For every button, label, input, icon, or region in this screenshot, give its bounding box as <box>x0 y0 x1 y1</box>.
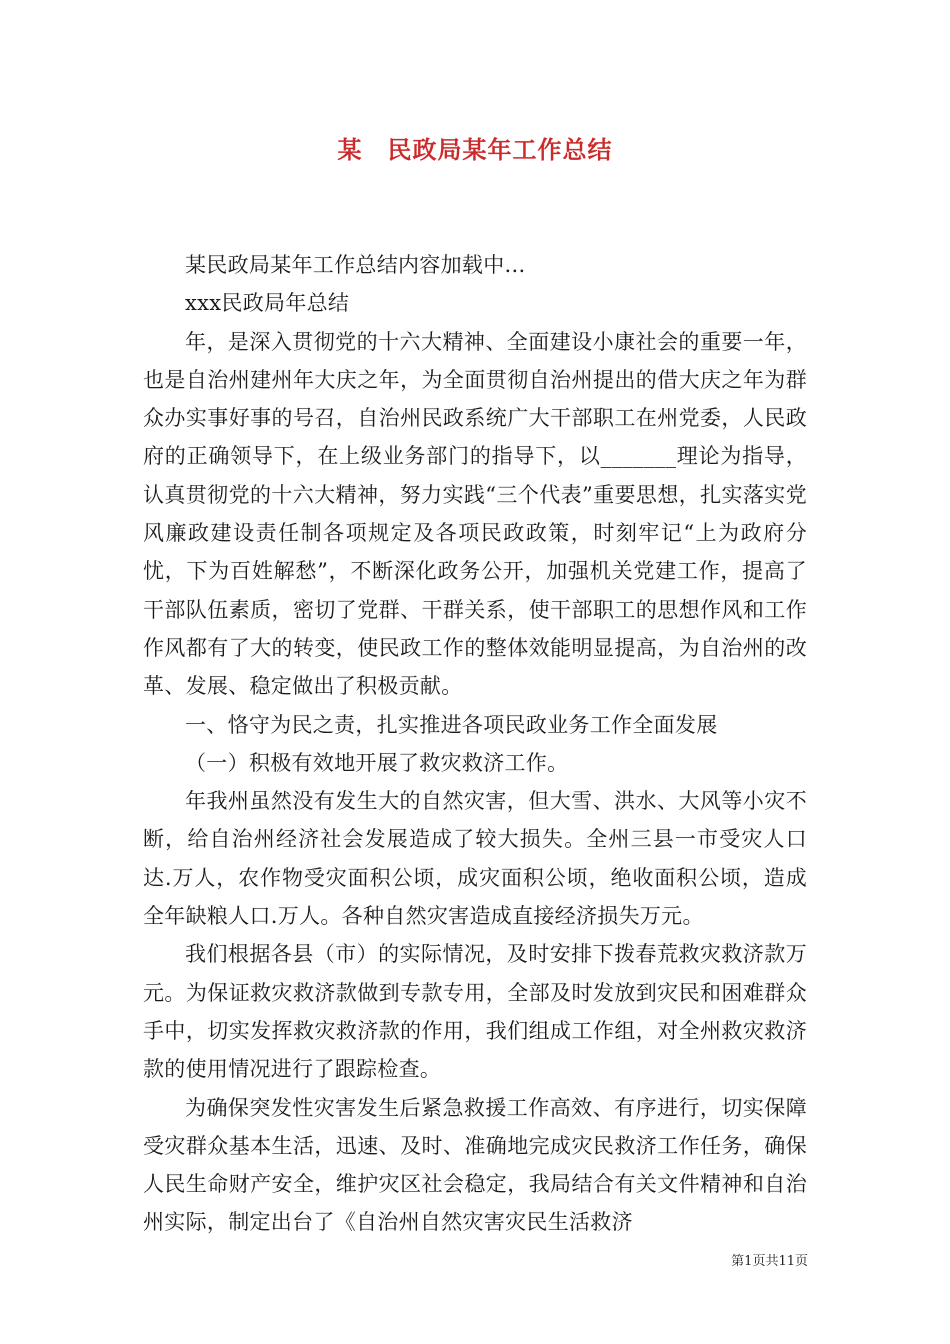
section-heading-1: 一、恪守为民之责，扎实推进各项民政业务工作全面发展 <box>185 712 718 737</box>
subsection-heading-1: （一）积极有效地开展了救灾救济工作。 <box>185 750 569 775</box>
document-body <box>143 246 807 1242</box>
paragraph-loading: 某民政局某年工作总结内容加载中... <box>185 253 526 277</box>
paragraph-relief-funds: 我们根据各县（市）的实际情况，及时安排下拨春荒救灾救济款万元。为保证救灾救济款做到专款专用，全部及时发放到灾民和困难群众手中，切实发挥救灾救济款的作用，我们组成工作组，对全州救灾救济款的使用情况进行了跟踪检查。 <box>143 942 807 1082</box>
paragraph-subtitle: xxx民政局年总结 <box>185 291 350 316</box>
page-number: 第1页共11页 <box>731 1254 808 1269</box>
paragraph-intro: 年，是深入贯彻党的十六大精神、全面建设小康社会的重要一年，也是自治州建州年大庆之年，为全面贯彻自治州提出的借大庆之年为群众办实事好事的号召，自治州民政系统广大干部职工在州党委，人民政府的正确领导下，在上级业务部门的指导下，以_______理论为指导，认真贯彻党的十六大精神，努力实践“三个代表”重要思想，扎实落实党风廉政建设责任制各项规定及各项民政政策，时刻牢记“上为政府分忧，下为百姓解愁”，不断深化政务公开，加强机关党建工作，提高了干部队伍素质，密切了党群、干群关系，使干部职工的思想作风和工作作风都有了大的转变，使民政工作的整体效能明显提高，为自治州的改革、发展、稳定做出了积极贡献。 <box>143 329 807 699</box>
document-title: 某 民政局某年工作总结 <box>337 136 613 164</box>
paragraph-disaster: 年我州虽然没有发生大的自然灾害，但大雪、洪水、大风等小灾不断，给自治州经济社会发展造成了较大损失。全州三县一市受灾人口达.万人，农作物受灾面积公顷，成灾面积公顷，绝收面积公顷，造成全年缺粮人口.万人。各种自然灾害造成直接经济损失万元。 <box>143 789 807 929</box>
paragraph-emergency: 为确保突发性灾害发生后紧急救援工作高效、有序进行，切实保障受灾群众基本生活，迅速、及时、准确地完成灾民救济工作任务，确保人民生命财产安全，维护灾区社会稳定，我局结合有关文件精神和自治州实际，制定出台了《自治州自然灾害灾民生活救济 <box>143 1095 807 1235</box>
